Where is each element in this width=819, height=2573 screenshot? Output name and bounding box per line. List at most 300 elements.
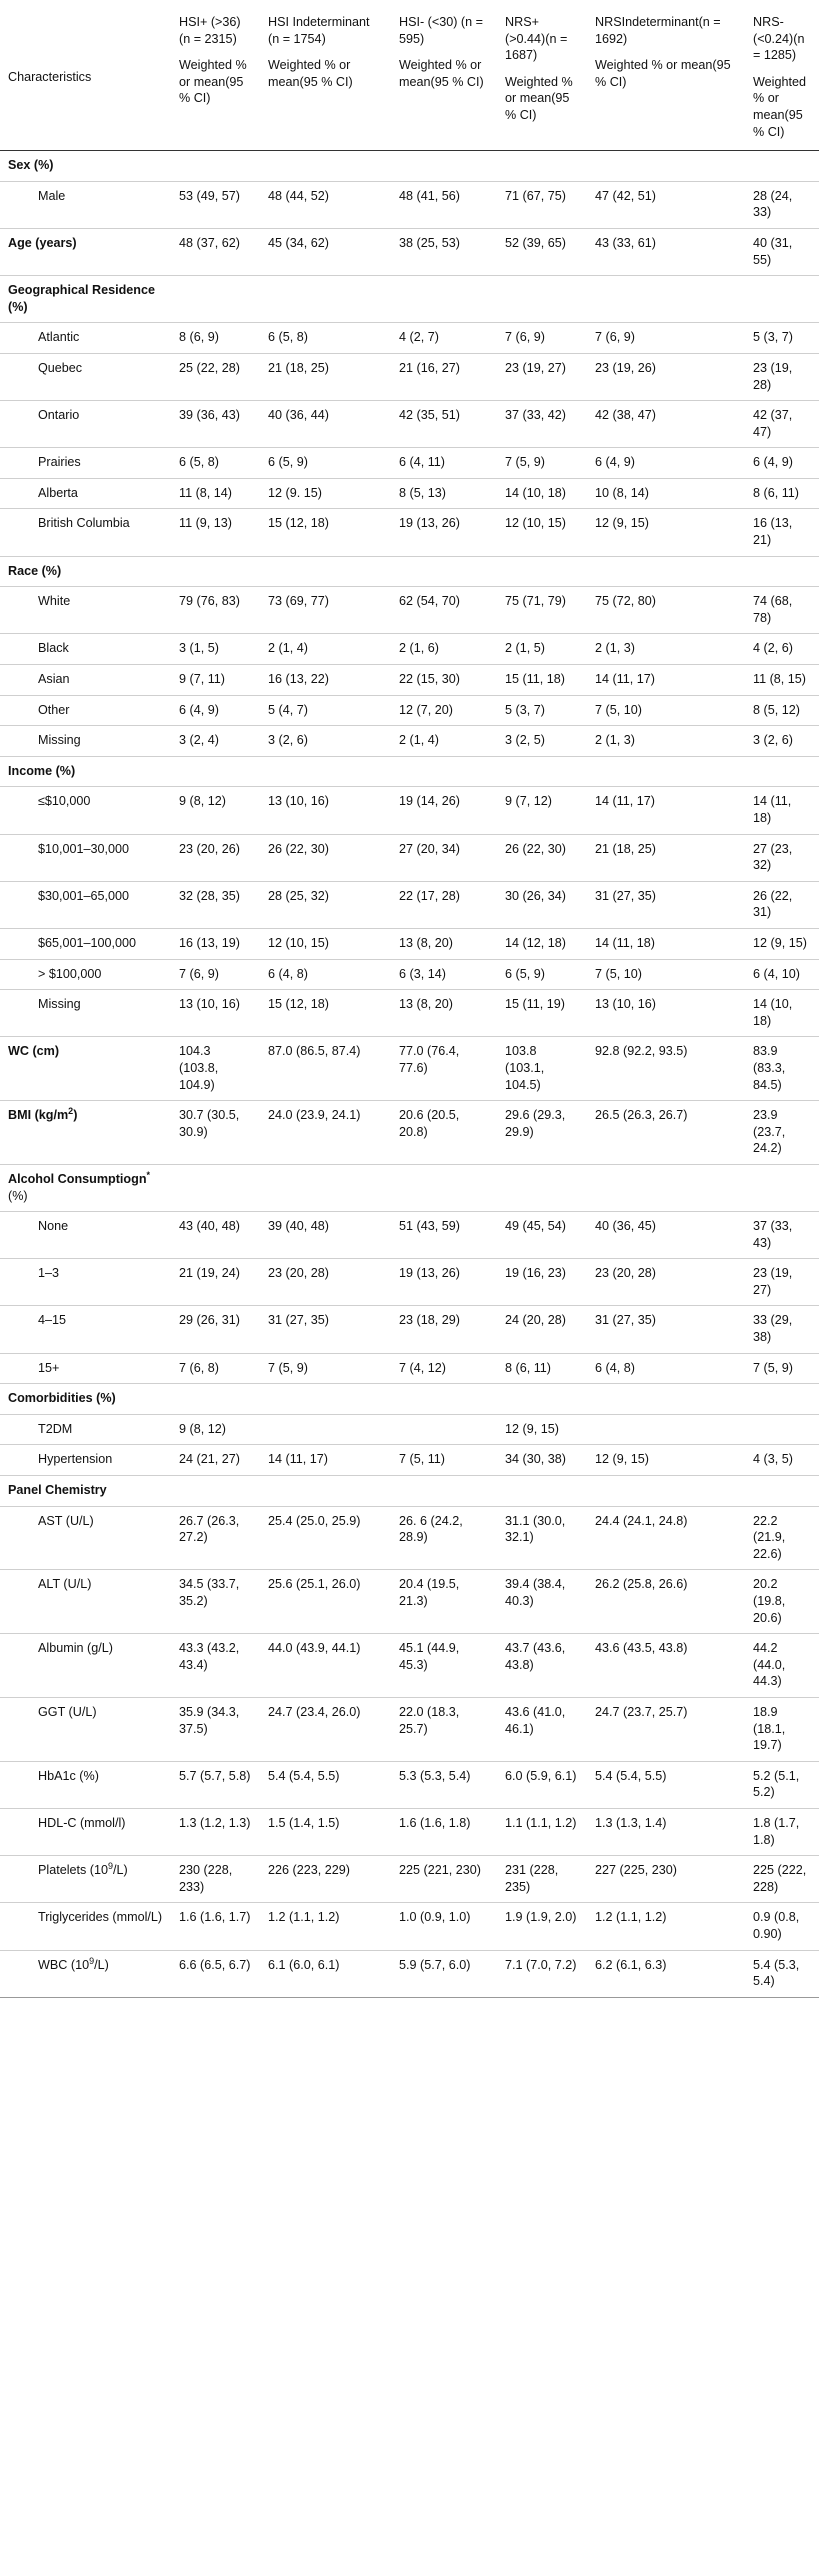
table-cell — [260, 1164, 391, 1211]
label-subtext: (%) — [8, 1188, 28, 1203]
table-cell: 42 (37, 47) — [753, 408, 793, 439]
table-cell: 2 (1, 6) — [399, 641, 439, 656]
table-row — [0, 401, 819, 448]
table-cell: 5.2 (5.1, 5.2) — [753, 1768, 800, 1800]
table-cell: 23 (20, 28) — [268, 1266, 329, 1281]
table-cell: 4 (2, 7) — [399, 330, 439, 345]
header-metric-label: Weighted % or mean(95 % CI) — [595, 58, 731, 89]
table-cell: 42 (35, 51) — [399, 408, 460, 423]
row-label — [0, 1445, 171, 1476]
table-cell: 7 (5, 10) — [595, 966, 642, 981]
table-cell: 22.0 (18.3, 25.7) — [399, 1704, 460, 1736]
table-cell: 6.1 (6.0, 6.1) — [268, 1957, 340, 1972]
table-cell — [260, 1476, 391, 1507]
table-cell: 6 (4, 11) — [399, 455, 445, 470]
table-cell: 25.4 (25.0, 25.9) — [268, 1513, 361, 1528]
table-cell: 1.6 (1.6, 1.7) — [179, 1910, 251, 1925]
table-cell: 21 (16, 27) — [399, 360, 460, 375]
table-cell — [587, 1384, 745, 1415]
table-cell: 7 (5, 9) — [753, 1360, 793, 1375]
table-cell: 43.6 (43.5, 43.8) — [595, 1641, 688, 1656]
row-label — [0, 881, 171, 928]
table-row — [0, 1506, 819, 1570]
table-row — [0, 787, 819, 834]
table-cell: 14 (11, 17) — [268, 1452, 328, 1467]
table-cell: 6.2 (6.1, 6.3) — [595, 1957, 667, 1972]
table-cell — [587, 1476, 745, 1507]
table-cell: 1.8 (1.7, 1.8) — [753, 1815, 800, 1847]
table-cell: 26.2 (25.8, 26.6) — [595, 1577, 688, 1592]
table-cell: 6 (4, 10) — [753, 966, 800, 981]
table-cell: 30 (26, 34) — [505, 888, 566, 903]
table-cell: 6 (4, 9) — [595, 455, 635, 470]
table-cell: 35.9 (34.3, 37.5) — [179, 1704, 240, 1736]
table-cell: 19 (14, 26) — [399, 794, 460, 809]
table-cell: 18.9 (18.1, 19.7) — [753, 1704, 786, 1753]
header-group-label: NRS+ (>0.44)(n = 1687) — [505, 15, 568, 63]
header-metric-label: Weighted % or mean(95 % CI) — [753, 74, 806, 139]
table-row — [0, 928, 819, 959]
table-cell: 1.9 (1.9, 2.0) — [505, 1910, 577, 1925]
table-cell: 1.6 (1.6, 1.8) — [399, 1815, 471, 1830]
table-cell: 24.7 (23.4, 26.0) — [268, 1704, 361, 1719]
table-cell: 5.9 (5.7, 6.0) — [399, 1957, 471, 1972]
table-cell: 26 (22, 31) — [753, 888, 793, 920]
table-cell: 83.9 (83.3, 84.5) — [753, 1044, 786, 1092]
table-row — [0, 990, 819, 1037]
table-cell: 6.0 (5.9, 6.1) — [505, 1768, 577, 1783]
row-label — [0, 1506, 171, 1570]
table-cell: 5.4 (5.4, 5.5) — [595, 1768, 667, 1783]
table-cell: 39.4 (38.4, 40.3) — [505, 1577, 566, 1608]
table-row — [0, 1903, 819, 1950]
table-cell: 1.2 (1.1, 1.2) — [595, 1910, 667, 1925]
section-row — [0, 756, 819, 787]
table-cell: 87.0 (86.5, 87.4) — [268, 1044, 361, 1059]
label-text: Asian — [38, 672, 70, 687]
table-cell — [745, 276, 819, 323]
table-cell: 13 (10, 16) — [268, 794, 329, 809]
table-cell: 5 (3, 7) — [753, 330, 793, 345]
table-cell: 2 (1, 4) — [268, 641, 308, 656]
section-row — [0, 1476, 819, 1507]
header-group-label: HSI Indeterminant (n = 1754) — [268, 15, 370, 46]
section-label — [0, 151, 171, 182]
section-label — [0, 228, 171, 275]
row-label — [0, 353, 171, 400]
table-cell: 8 (6, 11) — [753, 485, 799, 500]
table-row — [0, 323, 819, 354]
table-cell: 231 (228, 235) — [505, 1863, 559, 1894]
label-text: ≤$10,000 — [38, 794, 91, 809]
table-cell: 44.0 (43.9, 44.1) — [268, 1641, 361, 1656]
table-cell: 12 (9, 15) — [595, 1452, 649, 1467]
table-cell: 51 (43, 59) — [399, 1219, 460, 1234]
row-label — [0, 1414, 171, 1445]
label-text: WC (cm) — [8, 1044, 60, 1059]
table-cell: 42 (38, 47) — [595, 408, 656, 423]
table-cell: 43.6 (41.0, 46.1) — [505, 1704, 566, 1736]
label-text: WBC (10 — [38, 1957, 90, 1972]
section-row — [0, 556, 819, 587]
table-cell: 2 (1, 3) — [595, 733, 635, 748]
header-hsi-negative — [391, 0, 497, 151]
label-text: Race (%) — [8, 563, 62, 578]
table-cell: 48 (41, 56) — [399, 188, 460, 203]
table-row — [0, 1414, 819, 1445]
header-row — [0, 0, 819, 151]
table-cell: 1.3 (1.2, 1.3) — [179, 1815, 251, 1830]
table-cell: 6 (5, 8) — [268, 330, 308, 345]
row-label — [0, 323, 171, 354]
header-hsi-indeterminant — [260, 0, 391, 151]
section-row — [0, 151, 819, 182]
label-text: Age (years) — [8, 235, 77, 250]
label-text: Prairies — [38, 455, 81, 470]
table-cell: 20.2 (19.8, 20.6) — [753, 1577, 786, 1625]
label-text: Alberta — [38, 485, 78, 500]
table-cell: 12 (9, 15) — [753, 935, 807, 950]
table-cell: 37 (33, 43) — [753, 1219, 793, 1250]
table-cell: 26.5 (26.3, 26.7) — [595, 1108, 688, 1123]
table-cell — [171, 1384, 260, 1415]
table-cell: 22.2 (21.9, 22.6) — [753, 1513, 786, 1561]
table-cell — [497, 1384, 587, 1415]
table-cell: 6 (4, 9) — [753, 455, 793, 470]
table-cell — [260, 1414, 391, 1445]
table-cell: 29.6 (29.3, 29.9) — [505, 1108, 566, 1139]
table-cell: 26.7 (26.3, 27.2) — [179, 1513, 240, 1545]
table-cell: 13 (10, 16) — [595, 997, 656, 1012]
section-label — [0, 556, 171, 587]
table-cell: 5.4 (5.3, 5.4) — [753, 1957, 800, 1989]
table-cell: 7 (6, 9) — [179, 966, 219, 981]
label-text: $10,001–30,000 — [38, 841, 130, 856]
table-cell: 9 (8, 12) — [179, 1421, 226, 1436]
label-superscript: 9 — [89, 1955, 95, 1966]
table-cell: 5.3 (5.3, 5.4) — [399, 1768, 471, 1783]
table-cell: 20.4 (19.5, 21.3) — [399, 1577, 460, 1608]
table-row — [0, 881, 819, 928]
table-cell: 30.7 (30.5, 30.9) — [179, 1108, 240, 1139]
table-cell: 4 (2, 6) — [753, 641, 793, 656]
table-cell: 13 (8, 20) — [399, 997, 453, 1012]
header-group-label: HSI- (<30) (n = 595) — [399, 15, 483, 46]
header-characteristics: Characteristics — [8, 69, 92, 84]
table-cell: 23.9 (23.7, 24.2) — [753, 1108, 786, 1156]
table-cell: 48 (37, 62) — [179, 235, 240, 250]
table-row — [0, 1950, 819, 1997]
table-row — [0, 587, 819, 634]
table-cell — [587, 556, 745, 587]
table-cell: 34.5 (33.7, 35.2) — [179, 1577, 240, 1608]
table-cell: 45.1 (44.9, 45.3) — [399, 1641, 460, 1672]
table-cell — [745, 1476, 819, 1507]
table-cell: 28 (24, 33) — [753, 188, 793, 220]
table-cell: 6 (3, 14) — [399, 966, 446, 981]
row-label — [0, 1903, 171, 1950]
table-cell: 19 (13, 26) — [399, 1266, 460, 1281]
section-label — [0, 1164, 171, 1211]
table-cell: 25.6 (25.1, 26.0) — [268, 1577, 361, 1592]
table-cell: 43 (40, 48) — [179, 1219, 240, 1234]
table-row — [0, 181, 819, 228]
table-cell: 2 (1, 3) — [595, 641, 635, 656]
table-cell: 53 (49, 57) — [179, 188, 240, 203]
label-text: 1–3 — [38, 1266, 60, 1281]
table-cell: 23 (19, 27) — [505, 360, 566, 375]
table-cell — [391, 1476, 497, 1507]
table-row — [0, 353, 819, 400]
table-cell: 27 (20, 34) — [399, 841, 460, 856]
table-cell: 62 (54, 70) — [399, 594, 460, 609]
table-cell: 6 (4, 8) — [595, 1360, 635, 1375]
label-text: HDL-C (mmol/l) — [38, 1815, 126, 1830]
table-cell — [260, 756, 391, 787]
table-cell — [745, 556, 819, 587]
table-cell: 12 (10, 15) — [268, 935, 329, 950]
section-label — [0, 756, 171, 787]
table-cell: 8 (5, 12) — [753, 702, 800, 717]
table-cell: 52 (39, 65) — [505, 235, 566, 250]
table-cell — [171, 1164, 260, 1211]
table-row — [0, 1634, 819, 1698]
label-text: Sex (%) — [8, 158, 54, 173]
table-cell: 27 (23, 32) — [753, 841, 793, 873]
table-cell: 14 (10, 18) — [505, 485, 566, 500]
label-suffix: /L) — [94, 1957, 109, 1972]
table-cell: 12 (7, 20) — [399, 702, 453, 717]
table-cell: 12 (9, 15) — [505, 1421, 559, 1436]
table-cell: 9 (8, 12) — [179, 794, 226, 809]
table-cell: 19 (13, 26) — [399, 516, 460, 531]
table-row — [0, 634, 819, 665]
table-cell: 38 (25, 53) — [399, 235, 460, 250]
table-cell: 9 (7, 12) — [505, 794, 552, 809]
table-cell: 47 (42, 51) — [595, 188, 656, 203]
table-cell — [587, 151, 745, 182]
table-body — [0, 151, 819, 1998]
table-cell — [497, 556, 587, 587]
table-cell: 71 (67, 75) — [505, 188, 566, 203]
row-label — [0, 509, 171, 556]
table-cell: 45 (34, 62) — [268, 235, 329, 250]
table-row — [0, 1259, 819, 1306]
row-label — [0, 726, 171, 757]
table-cell: 10 (8, 14) — [595, 485, 649, 500]
table-cell: 9 (7, 11) — [179, 672, 225, 687]
label-text: 4–15 — [38, 1313, 67, 1328]
row-label — [0, 787, 171, 834]
table-cell: 77.0 (76.4, 77.6) — [399, 1044, 460, 1075]
table-cell: 43 (33, 61) — [595, 235, 656, 250]
label-text: T2DM — [38, 1421, 73, 1436]
table-cell — [587, 1414, 745, 1445]
row-label — [0, 1570, 171, 1634]
table-cell: 75 (72, 80) — [595, 594, 656, 609]
table-cell: 104.3 (103.8, 104.9) — [179, 1044, 219, 1092]
label-text: Income (%) — [8, 763, 76, 778]
table-cell: 14 (12, 18) — [505, 935, 566, 950]
row-label — [0, 478, 171, 509]
table-cell: 12 (9. 15) — [268, 485, 322, 500]
label-text: 15+ — [38, 1360, 60, 1375]
table-cell: 31 (27, 35) — [595, 1313, 656, 1328]
table-cell: 11 (8, 15) — [753, 672, 806, 687]
table-cell — [171, 276, 260, 323]
table-cell: 3 (1, 5) — [179, 641, 219, 656]
table-cell: 26. 6 (24.2, 28.9) — [399, 1513, 463, 1545]
table-cell: 16 (13, 22) — [268, 672, 329, 687]
table-cell: 12 (10, 15) — [505, 516, 566, 531]
row-label — [0, 181, 171, 228]
row-label — [0, 448, 171, 479]
label-text: British Columbia — [38, 516, 130, 531]
table-cell: 11 (8, 14) — [179, 485, 232, 500]
table-cell — [587, 1164, 745, 1211]
table-cell: 40 (31, 55) — [753, 235, 793, 267]
table-cell: 6 (5, 9) — [505, 966, 545, 981]
table-cell: 5.4 (5.4, 5.5) — [268, 1768, 340, 1783]
section-label — [0, 1037, 171, 1101]
section-label — [0, 276, 171, 323]
table-row — [0, 1570, 819, 1634]
table-cell — [391, 276, 497, 323]
section-label — [0, 1384, 171, 1415]
header-metric-label: Weighted % or mean(95 % CI) — [268, 58, 353, 89]
table-cell: 7 (4, 12) — [399, 1360, 446, 1375]
table-cell: 5.7 (5.7, 5.8) — [179, 1768, 251, 1783]
table-cell: 22 (15, 30) — [399, 672, 460, 687]
table-cell: 8 (5, 13) — [399, 485, 446, 500]
table-cell: 31 (27, 35) — [268, 1313, 329, 1328]
table-cell: 7 (6, 9) — [595, 330, 635, 345]
section-row — [0, 276, 819, 323]
label-text: Panel Chemistry — [8, 1483, 107, 1498]
label-text: Triglycerides (mmol/L) — [38, 1910, 163, 1925]
label-text: Other — [38, 702, 70, 717]
table-cell: 29 (26, 31) — [179, 1313, 240, 1328]
table-cell: 23 (20, 26) — [179, 841, 240, 856]
table-cell — [171, 756, 260, 787]
table-cell — [260, 556, 391, 587]
table-cell: 5 (3, 7) — [505, 702, 545, 717]
header-group-label: NRSIndeterminant(n = 1692) — [595, 15, 721, 46]
table-cell: 26 (22, 30) — [268, 841, 329, 856]
table-cell: 25 (22, 28) — [179, 360, 240, 375]
table-row — [0, 1306, 819, 1353]
table-cell: 7 (6, 8) — [179, 1360, 219, 1375]
table-cell: 6 (5, 9) — [268, 455, 308, 470]
table-cell: 26 (22, 30) — [505, 841, 566, 856]
table-cell: 11 (9, 13) — [179, 516, 232, 531]
table-cell: 23 (20, 28) — [595, 1266, 656, 1281]
table-cell: 3 (2, 4) — [179, 733, 219, 748]
table-cell: 19 (16, 23) — [505, 1266, 566, 1281]
table-cell: 0.9 (0.8, 0.90) — [753, 1910, 800, 1941]
table-cell: 21 (19, 24) — [179, 1266, 240, 1281]
label-text: Missing — [38, 733, 81, 748]
table-cell: 22 (17, 28) — [399, 888, 460, 903]
header-nrs-negative — [745, 0, 819, 151]
table-cell: 7.1 (7.0, 7.2) — [505, 1957, 577, 1972]
table-cell — [587, 276, 745, 323]
table-cell: 21 (18, 25) — [268, 360, 329, 375]
label-text: Alcohol Consumptiogn — [8, 1171, 147, 1186]
label-text: Hypertension — [38, 1452, 113, 1467]
table-cell — [745, 1384, 819, 1415]
header-metric-label: Weighted % or mean(95 % CI) — [399, 58, 484, 89]
table-cell — [171, 1476, 260, 1507]
table-cell: 3 (2, 6) — [268, 733, 308, 748]
label-text: White — [38, 594, 71, 609]
label-text: > $100,000 — [38, 966, 102, 981]
row-label — [0, 1259, 171, 1306]
table-cell — [745, 1164, 819, 1211]
table-cell: 44.2 (44.0, 44.3) — [753, 1641, 786, 1689]
section-row — [0, 1164, 819, 1211]
table-cell: 40 (36, 45) — [595, 1219, 656, 1234]
row-label — [0, 1353, 171, 1384]
section-row — [0, 228, 819, 275]
table-cell: 14 (11, 17) — [595, 672, 655, 687]
table-cell: 32 (28, 35) — [179, 888, 240, 903]
table-row — [0, 1445, 819, 1476]
table-cell: 39 (40, 48) — [268, 1219, 329, 1234]
row-label — [0, 1856, 171, 1903]
table-cell: 79 (76, 83) — [179, 594, 240, 609]
table-cell: 14 (11, 18) — [595, 935, 655, 950]
table-cell: 1.1 (1.1, 1.2) — [505, 1815, 577, 1830]
table-cell: 15 (11, 18) — [505, 672, 565, 687]
table-cell: 14 (11, 18) — [753, 794, 792, 825]
table-cell: 31 (27, 35) — [595, 888, 656, 903]
table-cell: 48 (44, 52) — [268, 188, 329, 203]
table-cell: 4 (3, 5) — [753, 1452, 793, 1467]
table-cell: 33 (29, 38) — [753, 1313, 793, 1345]
table-cell — [391, 1414, 497, 1445]
table-row — [0, 478, 819, 509]
table-cell: 24 (21, 27) — [179, 1452, 240, 1467]
table-row — [0, 1808, 819, 1855]
table-cell: 230 (228, 233) — [179, 1863, 233, 1894]
table-row — [0, 509, 819, 556]
header-hsi-positive — [171, 0, 260, 151]
table-cell: 24.7 (23.7, 25.7) — [595, 1704, 688, 1719]
header-metric-label: Weighted % or mean(95 % CI) — [505, 74, 573, 122]
table-cell: 7 (6, 9) — [505, 330, 545, 345]
section-label — [0, 1101, 171, 1165]
section-row — [0, 1037, 819, 1101]
table-cell: 75 (71, 79) — [505, 594, 566, 609]
table-cell: 49 (45, 54) — [505, 1219, 566, 1234]
table-cell: 225 (222, 228) — [753, 1863, 807, 1894]
label-text: None — [38, 1219, 69, 1234]
table-cell: 226 (223, 229) — [268, 1863, 350, 1878]
table-cell: 37 (33, 42) — [505, 408, 566, 423]
header-metric-label: Weighted % or mean(95 % CI) — [179, 58, 247, 106]
table-cell: 20.6 (20.5, 20.8) — [399, 1108, 460, 1139]
table-cell: 8 (6, 11) — [505, 1360, 551, 1375]
table-cell — [391, 556, 497, 587]
label-text: Black — [38, 641, 69, 656]
label-text: Missing — [38, 997, 81, 1012]
table-cell — [497, 151, 587, 182]
label-text: Geographical Residence (%) — [8, 283, 155, 314]
section-label — [0, 1476, 171, 1507]
label-text: Platelets (10 — [38, 1863, 109, 1878]
table-cell: 13 (10, 16) — [179, 997, 240, 1012]
